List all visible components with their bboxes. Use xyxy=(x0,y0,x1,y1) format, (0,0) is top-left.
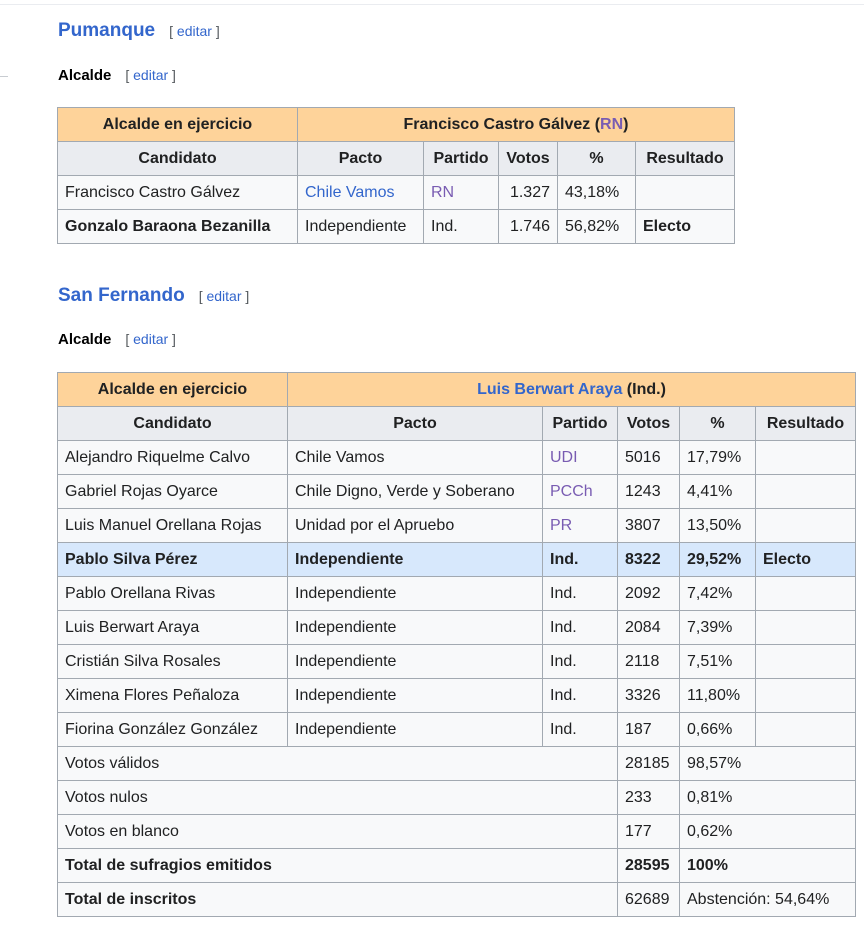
edit-subsection-link[interactable]: [ editar ] xyxy=(125,331,176,347)
percent: 13,50% xyxy=(680,509,756,543)
votes: 1243 xyxy=(618,475,680,509)
pacto: Independiente xyxy=(298,210,424,244)
header-row xyxy=(58,407,856,441)
top-divider xyxy=(0,4,864,5)
col-resultado: Resultado xyxy=(636,142,735,176)
pacto: Independiente xyxy=(288,679,543,713)
incumbent-label: Alcalde en ejercicio xyxy=(58,108,298,142)
totals-votes: 28595 xyxy=(618,849,680,883)
pacto: Independiente xyxy=(288,543,543,577)
party-link[interactable]: PR xyxy=(543,509,618,543)
section-heading-pumanque xyxy=(58,20,220,42)
pacto: Independiente xyxy=(288,577,543,611)
totals-row xyxy=(58,815,856,849)
subsection-title: Alcalde xyxy=(58,67,112,84)
col-pacto: Pacto xyxy=(288,407,543,441)
edit-subsection-link[interactable]: [ editar ] xyxy=(125,67,176,83)
incumbent-party-link[interactable]: RN xyxy=(600,115,624,133)
votes: 3807 xyxy=(618,509,680,543)
totals-label: Total de inscritos xyxy=(58,883,618,917)
votes: 5016 xyxy=(618,441,680,475)
header-row xyxy=(58,142,735,176)
candidate-name: Francisco Castro Gálvez xyxy=(58,176,298,210)
party-link[interactable]: PCCh xyxy=(543,475,618,509)
col-votos: Votos xyxy=(499,142,558,176)
totals-row xyxy=(58,781,856,815)
candidate-name: Gonzalo Baraona Bezanilla xyxy=(58,210,298,244)
result xyxy=(756,475,856,509)
percent: 0,66% xyxy=(680,713,756,747)
incumbent-name-link[interactable]: Luis Berwart Araya xyxy=(477,380,623,398)
percent: 29,52% xyxy=(680,543,756,577)
party: Ind. xyxy=(543,645,618,679)
result xyxy=(756,679,856,713)
totals-label: Votos nulos xyxy=(58,781,618,815)
pacto: Chile Vamos xyxy=(288,441,543,475)
candidate-name: Cristián Silva Rosales xyxy=(58,645,288,679)
pacto: Unidad por el Apruebo xyxy=(288,509,543,543)
section-title[interactable]: Pumanque xyxy=(58,20,156,41)
pacto-link[interactable]: Chile Vamos xyxy=(298,176,424,210)
party-link[interactable]: UDI xyxy=(543,441,618,475)
totals-row xyxy=(58,849,856,883)
col-resultado: Resultado xyxy=(756,407,856,441)
percent: 7,51% xyxy=(680,645,756,679)
table-row xyxy=(58,577,856,611)
party: Ind. xyxy=(543,577,618,611)
party: Ind. xyxy=(543,611,618,645)
totals-label: Votos en blanco xyxy=(58,815,618,849)
party: Ind. xyxy=(543,543,618,577)
totals-votes: 28185 xyxy=(618,747,680,781)
col-pacto: Pacto xyxy=(298,142,424,176)
candidate-name: Pablo Orellana Rivas xyxy=(58,577,288,611)
result xyxy=(756,713,856,747)
totals-row xyxy=(58,747,856,781)
party: Ind. xyxy=(424,210,499,244)
totals-percent: 0,81% xyxy=(680,781,856,815)
percent: 7,39% xyxy=(680,611,756,645)
table-row xyxy=(58,713,856,747)
col-candidato: Candidato xyxy=(58,142,298,176)
candidate-name: Ximena Flores Peñaloza xyxy=(58,679,288,713)
table-row-winner xyxy=(58,543,856,577)
totals-percent: 100% xyxy=(680,849,856,883)
percent: 7,42% xyxy=(680,577,756,611)
table-row xyxy=(58,176,735,210)
votes: 2118 xyxy=(618,645,680,679)
results-table-san-fernando xyxy=(57,372,856,917)
totals-row xyxy=(58,883,856,917)
party-link[interactable]: RN xyxy=(424,176,499,210)
results-table-pumanque xyxy=(57,107,735,244)
subsection-heading-alcalde xyxy=(58,67,176,84)
incumbent-label: Alcalde en ejercicio xyxy=(58,373,288,407)
edit-section-link[interactable]: [ editar ] xyxy=(169,23,220,39)
pacto: Chile Digno, Verde y Soberano xyxy=(288,475,543,509)
incumbent-party: (Ind.) xyxy=(626,380,666,398)
percent: 17,79% xyxy=(680,441,756,475)
party: Ind. xyxy=(543,679,618,713)
result: Electo xyxy=(756,543,856,577)
table-row xyxy=(58,645,856,679)
pacto: Independiente xyxy=(288,645,543,679)
col-pct: % xyxy=(680,407,756,441)
result xyxy=(636,176,735,210)
section-title[interactable]: San Fernando xyxy=(58,285,185,306)
totals-percent: 98,57% xyxy=(680,747,856,781)
totals-votes: 62689 xyxy=(618,883,680,917)
incumbent-cell: Francisco Castro Gálvez (RN) xyxy=(298,108,735,142)
totals-votes: 177 xyxy=(618,815,680,849)
left-margin-mark xyxy=(0,76,8,77)
candidate-name: Fiorina González González xyxy=(58,713,288,747)
result xyxy=(756,441,856,475)
incumbent-name: Francisco Castro Gálvez xyxy=(403,115,591,133)
pacto: Independiente xyxy=(288,713,543,747)
candidate-name: Gabriel Rojas Oyarce xyxy=(58,475,288,509)
votes: 3326 xyxy=(618,679,680,713)
result xyxy=(756,645,856,679)
table-row xyxy=(58,210,735,244)
candidate-name: Pablo Silva Pérez xyxy=(58,543,288,577)
result xyxy=(756,577,856,611)
votes: 2084 xyxy=(618,611,680,645)
percent: 43,18% xyxy=(558,176,636,210)
totals-label: Total de sufragios emitidos xyxy=(58,849,618,883)
col-pct: % xyxy=(558,142,636,176)
totals-votes: 233 xyxy=(618,781,680,815)
col-partido: Partido xyxy=(424,142,499,176)
candidate-name: Luis Manuel Orellana Rojas xyxy=(58,509,288,543)
candidate-name: Luis Berwart Araya xyxy=(58,611,288,645)
col-partido: Partido xyxy=(543,407,618,441)
candidate-name: Alejandro Riquelme Calvo xyxy=(58,441,288,475)
subsection-title: Alcalde xyxy=(58,331,112,348)
table-row xyxy=(58,679,856,713)
edit-section-link[interactable]: [ editar ] xyxy=(198,288,250,304)
table-row xyxy=(58,441,856,475)
votes: 187 xyxy=(618,713,680,747)
percent: 4,41% xyxy=(680,475,756,509)
votes: 2092 xyxy=(618,577,680,611)
result: Electo xyxy=(636,210,735,244)
votes: 1.746 xyxy=(499,210,558,244)
table-row xyxy=(58,611,856,645)
pacto: Independiente xyxy=(288,611,543,645)
percent: 56,82% xyxy=(558,210,636,244)
section-heading-san-fernando xyxy=(58,285,249,307)
subsection-heading-alcalde xyxy=(58,331,176,348)
totals-label: Votos válidos xyxy=(58,747,618,781)
votes: 8322 xyxy=(618,543,680,577)
totals-percent: Abstención: 54,64% xyxy=(680,883,856,917)
percent: 11,80% xyxy=(680,679,756,713)
result xyxy=(756,509,856,543)
col-candidato: Candidato xyxy=(58,407,288,441)
table-row xyxy=(58,509,856,543)
result xyxy=(756,611,856,645)
table-row xyxy=(58,475,856,509)
col-votos: Votos xyxy=(618,407,680,441)
incumbent-cell xyxy=(288,373,856,407)
party: Ind. xyxy=(543,713,618,747)
votes: 1.327 xyxy=(499,176,558,210)
totals-percent: 0,62% xyxy=(680,815,856,849)
